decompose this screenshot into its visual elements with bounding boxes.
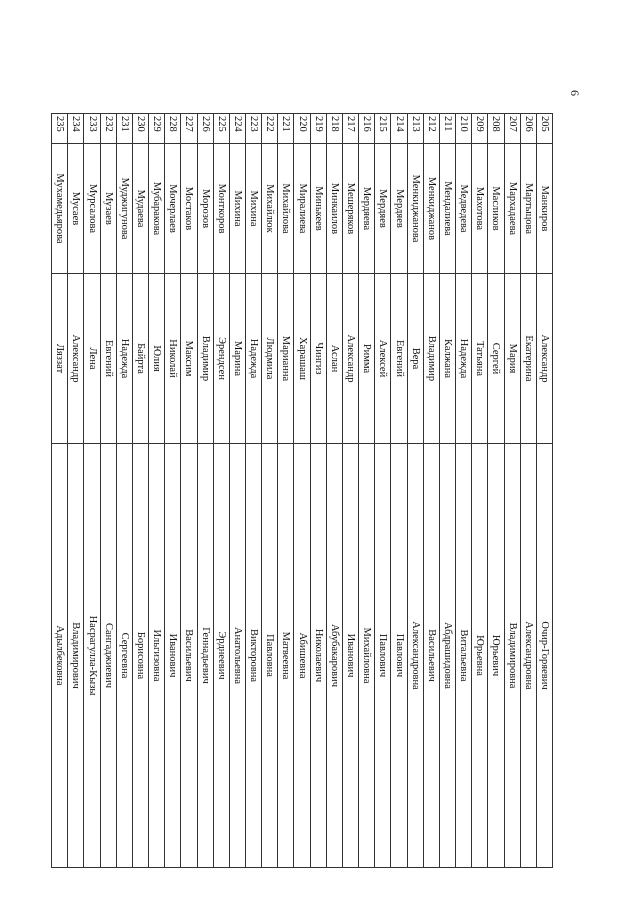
patronymic-cell: Владимировна <box>504 444 520 868</box>
patronymic-cell: Александровна <box>407 444 423 868</box>
patronymic-cell: Павлович <box>391 444 407 868</box>
table-row <box>165 114 181 868</box>
patronymic-cell: Васильевич <box>181 444 197 868</box>
surname-cell: Мердяев <box>391 144 407 274</box>
table-row <box>197 114 213 868</box>
first-name-cell: Екатерина <box>520 274 536 444</box>
row-number-cell: 216 <box>359 114 375 144</box>
row-number-cell: 217 <box>342 114 358 144</box>
surname-cell: Медведева <box>456 144 472 274</box>
row-number-cell: 224 <box>229 114 245 144</box>
row-number-cell: 209 <box>472 114 488 144</box>
surname-cell: Монткоров <box>213 144 229 274</box>
row-number-cell: 210 <box>456 114 472 144</box>
patronymic-cell: Александровна <box>520 444 536 868</box>
patronymic-cell: Борисовна <box>132 444 148 868</box>
patronymic-cell: Абишевна <box>294 444 310 868</box>
row-number-cell: 211 <box>439 114 455 144</box>
row-number-cell: 227 <box>181 114 197 144</box>
surname-cell: Минькеев <box>310 144 326 274</box>
first-name-cell: Надежда <box>116 274 132 444</box>
first-name-cell: Надежда <box>246 274 262 444</box>
surname-cell: Музаев <box>100 144 116 274</box>
row-number-cell: 231 <box>116 114 132 144</box>
table-row <box>278 114 294 868</box>
row-number-cell: 234 <box>68 114 84 144</box>
names-table <box>51 113 553 868</box>
table-row <box>439 114 455 868</box>
table-row <box>262 114 278 868</box>
surname-cell: Мудаева <box>132 144 148 274</box>
patronymic-cell: Николаевич <box>310 444 326 868</box>
surname-cell: Мостаков <box>181 144 197 274</box>
first-name-cell: Алексей <box>375 274 391 444</box>
table-row <box>100 114 116 868</box>
surname-cell: Мартыцова <box>520 144 536 274</box>
row-number-cell: 207 <box>504 114 520 144</box>
first-name-cell: Владимир <box>423 274 439 444</box>
first-name-cell: Чингиз <box>310 274 326 444</box>
first-name-cell: Владимир <box>197 274 213 444</box>
page-number: 6 <box>568 90 582 96</box>
table-row <box>536 114 552 868</box>
surname-cell: Менкиджанова <box>407 144 423 274</box>
table-row <box>116 114 132 868</box>
surname-cell: Миралиева <box>294 144 310 274</box>
surname-cell: Михина <box>229 144 245 274</box>
row-number-cell: 235 <box>52 114 68 144</box>
surname-cell: Михина <box>246 144 262 274</box>
table-row <box>520 114 536 868</box>
patronymic-cell: Юрьевна <box>472 444 488 868</box>
row-number-cell: 219 <box>310 114 326 144</box>
first-name-cell: Харашаш <box>294 274 310 444</box>
patronymic-cell: Сергеевна <box>116 444 132 868</box>
surname-cell: Мубаракова <box>149 144 165 274</box>
patronymic-cell: Анатольевна <box>229 444 245 868</box>
surname-cell: Мердяева <box>359 144 375 274</box>
row-number-cell: 213 <box>407 114 423 144</box>
surname-cell: Махотова <box>472 144 488 274</box>
table-row <box>504 114 520 868</box>
row-number-cell: 206 <box>520 114 536 144</box>
patronymic-cell: Павловна <box>262 444 278 868</box>
table-row <box>326 114 342 868</box>
table-row <box>52 114 68 868</box>
patronymic-cell: Михайловна <box>359 444 375 868</box>
first-name-cell: Евгений <box>100 274 116 444</box>
surname-cell: Мешеряков <box>342 144 358 274</box>
table-row <box>391 114 407 868</box>
table-row <box>359 114 375 868</box>
patronymic-cell: Иванович <box>342 444 358 868</box>
table-rotation-frame <box>54 113 553 867</box>
first-name-cell: Максим <box>181 274 197 444</box>
row-number-cell: 220 <box>294 114 310 144</box>
surname-cell: Мусаев <box>68 144 84 274</box>
surname-cell: Мархадаева <box>504 144 520 274</box>
names-table-body <box>52 114 553 868</box>
first-name-cell: Людмила <box>262 274 278 444</box>
first-name-cell: Ляззат <box>52 274 68 444</box>
row-number-cell: 233 <box>84 114 100 144</box>
patronymic-cell: Сангаджиевич <box>100 444 116 868</box>
table-row <box>310 114 326 868</box>
surname-cell: Масликов <box>488 144 504 274</box>
table-row <box>294 114 310 868</box>
patronymic-cell: Витальевна <box>456 444 472 868</box>
row-number-cell: 215 <box>375 114 391 144</box>
table-wrapper <box>54 113 553 867</box>
patronymic-cell: Насрагулла-Кызы <box>84 444 100 868</box>
first-name-cell: Римма <box>359 274 375 444</box>
row-number-cell: 225 <box>213 114 229 144</box>
row-number-cell: 223 <box>246 114 262 144</box>
table-row <box>246 114 262 868</box>
first-name-cell: Вера <box>407 274 423 444</box>
surname-cell: Мочерлаев <box>165 144 181 274</box>
first-name-cell: Александр <box>536 274 552 444</box>
first-name-cell: Александр <box>342 274 358 444</box>
patronymic-cell: Геннадьевич <box>197 444 213 868</box>
first-name-cell: Александр <box>68 274 84 444</box>
first-name-cell: Калжана <box>439 274 455 444</box>
first-name-cell: Татьяна <box>472 274 488 444</box>
patronymic-cell: Эрднеевич <box>213 444 229 868</box>
row-number-cell: 214 <box>391 114 407 144</box>
surname-cell: Мендалиева <box>439 144 455 274</box>
table-row <box>181 114 197 868</box>
surname-cell: Манкиров <box>536 144 552 274</box>
first-name-cell: Евгений <box>391 274 407 444</box>
surname-cell: Михайлова <box>278 144 294 274</box>
table-row <box>132 114 148 868</box>
table-row <box>213 114 229 868</box>
surname-cell: Михайлюк <box>262 144 278 274</box>
first-name-cell: Надежда <box>456 274 472 444</box>
patronymic-cell: Адылбековна <box>52 444 68 868</box>
row-number-cell: 232 <box>100 114 116 144</box>
patronymic-cell: Ильгизовна <box>149 444 165 868</box>
patronymic-cell: Иванович <box>165 444 181 868</box>
first-name-cell: Николай <box>165 274 181 444</box>
patronymic-cell: Абдрашидовна <box>439 444 455 868</box>
table-row <box>84 114 100 868</box>
first-name-cell: Эрендсен <box>213 274 229 444</box>
surname-cell: Мурсалова <box>84 144 100 274</box>
first-name-cell: Марианна <box>278 274 294 444</box>
surname-cell: Мердяев <box>375 144 391 274</box>
row-number-cell: 221 <box>278 114 294 144</box>
table-row <box>229 114 245 868</box>
patronymic-cell: Юрьевич <box>488 444 504 868</box>
patronymic-cell: Абубакарович <box>326 444 342 868</box>
patronymic-cell: Викторовна <box>246 444 262 868</box>
table-row <box>456 114 472 868</box>
patronymic-cell: Васильевич <box>423 444 439 868</box>
patronymic-cell: Очир-Горяевич <box>536 444 552 868</box>
table-row <box>68 114 84 868</box>
patronymic-cell: Павлович <box>375 444 391 868</box>
row-number-cell: 218 <box>326 114 342 144</box>
table-row <box>375 114 391 868</box>
first-name-cell: Юлия <box>149 274 165 444</box>
row-number-cell: 212 <box>423 114 439 144</box>
table-row <box>407 114 423 868</box>
first-name-cell: Лена <box>84 274 100 444</box>
first-name-cell: Байрта <box>132 274 148 444</box>
patronymic-cell: Владимирович <box>68 444 84 868</box>
row-number-cell: 205 <box>536 114 552 144</box>
surname-cell: Менкиджанов <box>423 144 439 274</box>
row-number-cell: 228 <box>165 114 181 144</box>
table-row <box>472 114 488 868</box>
row-number-cell: 226 <box>197 114 213 144</box>
first-name-cell: Марина <box>229 274 245 444</box>
surname-cell: Морозов <box>197 144 213 274</box>
surname-cell: Минкаилов <box>326 144 342 274</box>
patronymic-cell: Матвеевна <box>278 444 294 868</box>
surname-cell: Муджигунова <box>116 144 132 274</box>
row-number-cell: 230 <box>132 114 148 144</box>
first-name-cell: Аслан <box>326 274 342 444</box>
table-row <box>488 114 504 868</box>
first-name-cell: Мария <box>504 274 520 444</box>
first-name-cell: Сергей <box>488 274 504 444</box>
table-row <box>149 114 165 868</box>
row-number-cell: 229 <box>149 114 165 144</box>
row-number-cell: 222 <box>262 114 278 144</box>
row-number-cell: 208 <box>488 114 504 144</box>
table-row <box>342 114 358 868</box>
table-row <box>423 114 439 868</box>
surname-cell: Мухамедьярова <box>52 144 68 274</box>
